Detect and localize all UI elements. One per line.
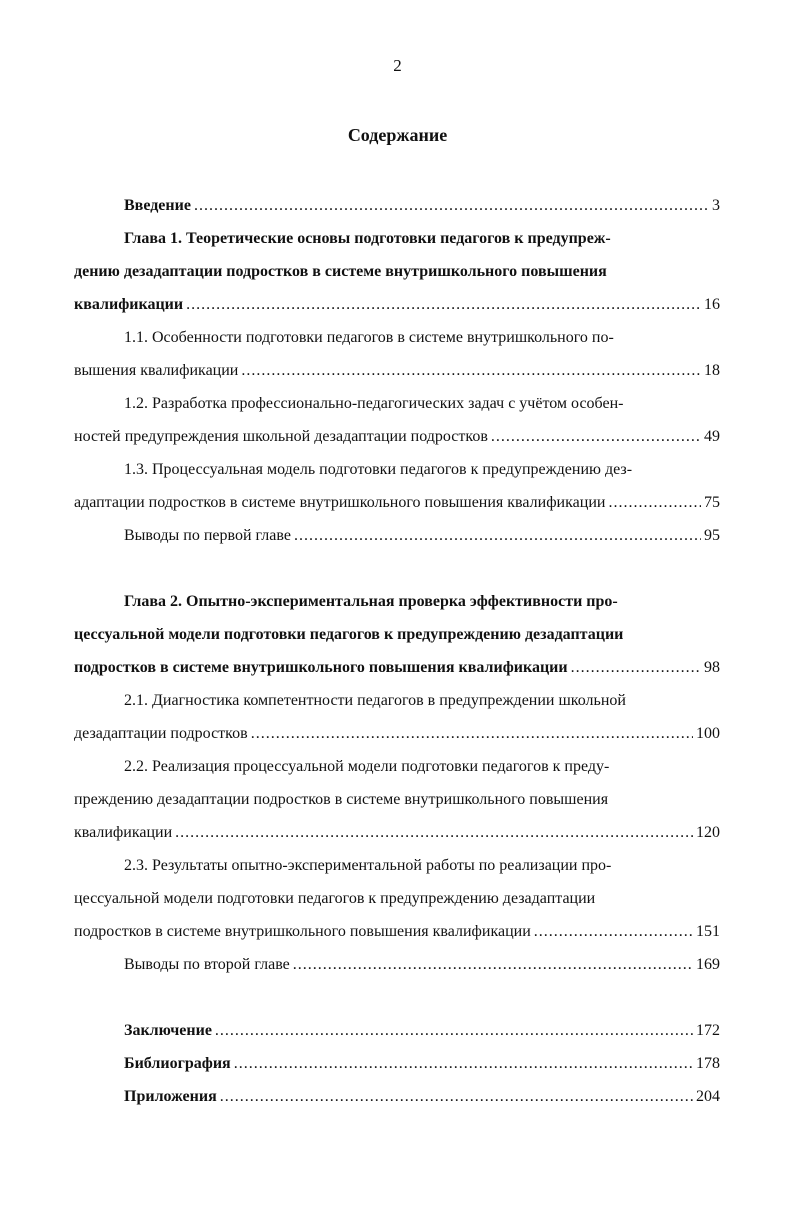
toc-page-ref: 120 (696, 824, 720, 841)
toc-leader-dots (251, 717, 693, 750)
toc-entry-text: 2.3. Результаты опытно-экспериментальной работы по реализации про- (124, 857, 612, 874)
toc-entry-text: Выводы по первой главе (124, 527, 291, 544)
toc-entry-text: преждению дезадаптации подростков в системе внутришкольного повышения (74, 791, 609, 808)
toc-page-ref: 3 (712, 197, 720, 214)
toc-page-ref: 100 (696, 725, 720, 742)
page-number: 2 (393, 56, 402, 75)
toc-leader-dots (175, 816, 693, 849)
toc-entry-chapter-2[interactable] (74, 585, 720, 684)
toc-leader-dots (534, 915, 693, 948)
toc-entry-text: ностей предупреждения школьной дезадаптации подростков (74, 428, 488, 445)
toc-page-ref: 204 (696, 1088, 720, 1105)
toc-entry-text: 2.1. Диагностика компетентности педагогов в предупреждении школьной (124, 692, 626, 709)
toc-entry-text: Заключение (124, 1022, 212, 1039)
toc-entry-section-2-3[interactable] (74, 849, 720, 948)
section-spacer (74, 981, 720, 1014)
toc-entry-text: Глава 2. Опытно-экспериментальная проверка эффективности про- (124, 593, 618, 610)
toc-entry-text: Библиография (124, 1055, 231, 1072)
section-spacer (74, 552, 720, 585)
toc-entry-bibliography[interactable] (74, 1047, 720, 1080)
toc-leader-dots (491, 420, 701, 453)
toc-entry-text: Введение (124, 197, 191, 214)
toc-entry-text: Глава 1. Теоретические основы подготовки педагогов к предупреж- (124, 230, 611, 247)
toc-entry-chapter-1[interactable] (74, 222, 720, 321)
toc-entry-text: цессуальной модели подготовки педагогов к предупреждению дезадаптации (74, 890, 596, 907)
table-of-contents (74, 189, 720, 1113)
toc-entry-text: 1.2. Разработка профессионально-педагогических задач с учётом особен- (124, 395, 624, 412)
toc-entry-text: 1.1. Особенности подготовки педагогов в системе внутришкольного по- (124, 329, 614, 346)
toc-entry-text: квалификации (74, 296, 184, 313)
toc-page-ref: 169 (696, 956, 720, 973)
toc-leader-dots (241, 354, 701, 387)
toc-entry-section-2-2[interactable] (74, 750, 720, 849)
toc-entry-text: 1.3. Процессуальная модель подготовки педагогов к предупреждению дез- (124, 461, 633, 478)
toc-leader-dots (294, 519, 701, 552)
toc-leader-dots (571, 651, 701, 684)
toc-entry-appendices[interactable] (74, 1080, 720, 1113)
toc-entry-text: дению дезадаптации подростков в системе внутришкольного повышения (74, 263, 607, 280)
toc-page-ref: 18 (704, 362, 720, 379)
toc-entry-text: Выводы по второй главе (124, 956, 290, 973)
toc-entry-conclusion[interactable] (74, 1014, 720, 1047)
toc-title: Содержание (347, 125, 448, 145)
toc-page-ref: 75 (704, 494, 720, 511)
toc-entry-text: 2.2. Реализация процессуальной модели подготовки педагогов к преду- (124, 758, 610, 775)
toc-page-ref: 16 (704, 296, 720, 313)
toc-entry-text: адаптации подростков в системе внутришкольного повышения квалификации (74, 494, 606, 511)
toc-leader-dots (293, 948, 693, 981)
toc-entry-chapter-1-conclusions[interactable] (74, 519, 720, 552)
toc-leader-dots (194, 189, 709, 222)
toc-entry-text: дезадаптации подростков (74, 725, 248, 742)
toc-entry-section-2-1[interactable] (74, 684, 720, 750)
toc-entry-chapter-2-conclusions[interactable] (74, 948, 720, 981)
toc-page-ref: 178 (696, 1055, 720, 1072)
toc-entry-text: квалификации (74, 824, 173, 841)
toc-leader-dots (186, 288, 701, 321)
toc-leader-dots (608, 486, 701, 519)
toc-entry-text: подростков в системе внутришкольного повышения квалификации (74, 923, 531, 940)
toc-entry-text: вышения квалификации (74, 362, 239, 379)
toc-entry-introduction[interactable] (74, 189, 720, 222)
toc-page-ref: 151 (696, 923, 720, 940)
toc-entry-section-1-3[interactable] (74, 453, 720, 519)
toc-entry-text: подростков в системе внутришкольного повышения квалификации (74, 659, 568, 676)
toc-entry-text: Приложения (124, 1088, 217, 1105)
toc-page-ref: 95 (704, 527, 720, 544)
toc-page-ref: 49 (704, 428, 720, 445)
toc-entry-section-1-1[interactable] (74, 321, 720, 387)
toc-leader-dots (220, 1080, 693, 1113)
toc-entry-section-1-2[interactable] (74, 387, 720, 453)
toc-leader-dots (234, 1047, 693, 1080)
toc-page-ref: 172 (696, 1022, 720, 1039)
toc-page-ref: 98 (704, 659, 720, 676)
toc-entry-text: цессуальной модели подготовки педагогов к предупреждению дезадаптации (74, 626, 624, 643)
toc-leader-dots (215, 1014, 693, 1047)
